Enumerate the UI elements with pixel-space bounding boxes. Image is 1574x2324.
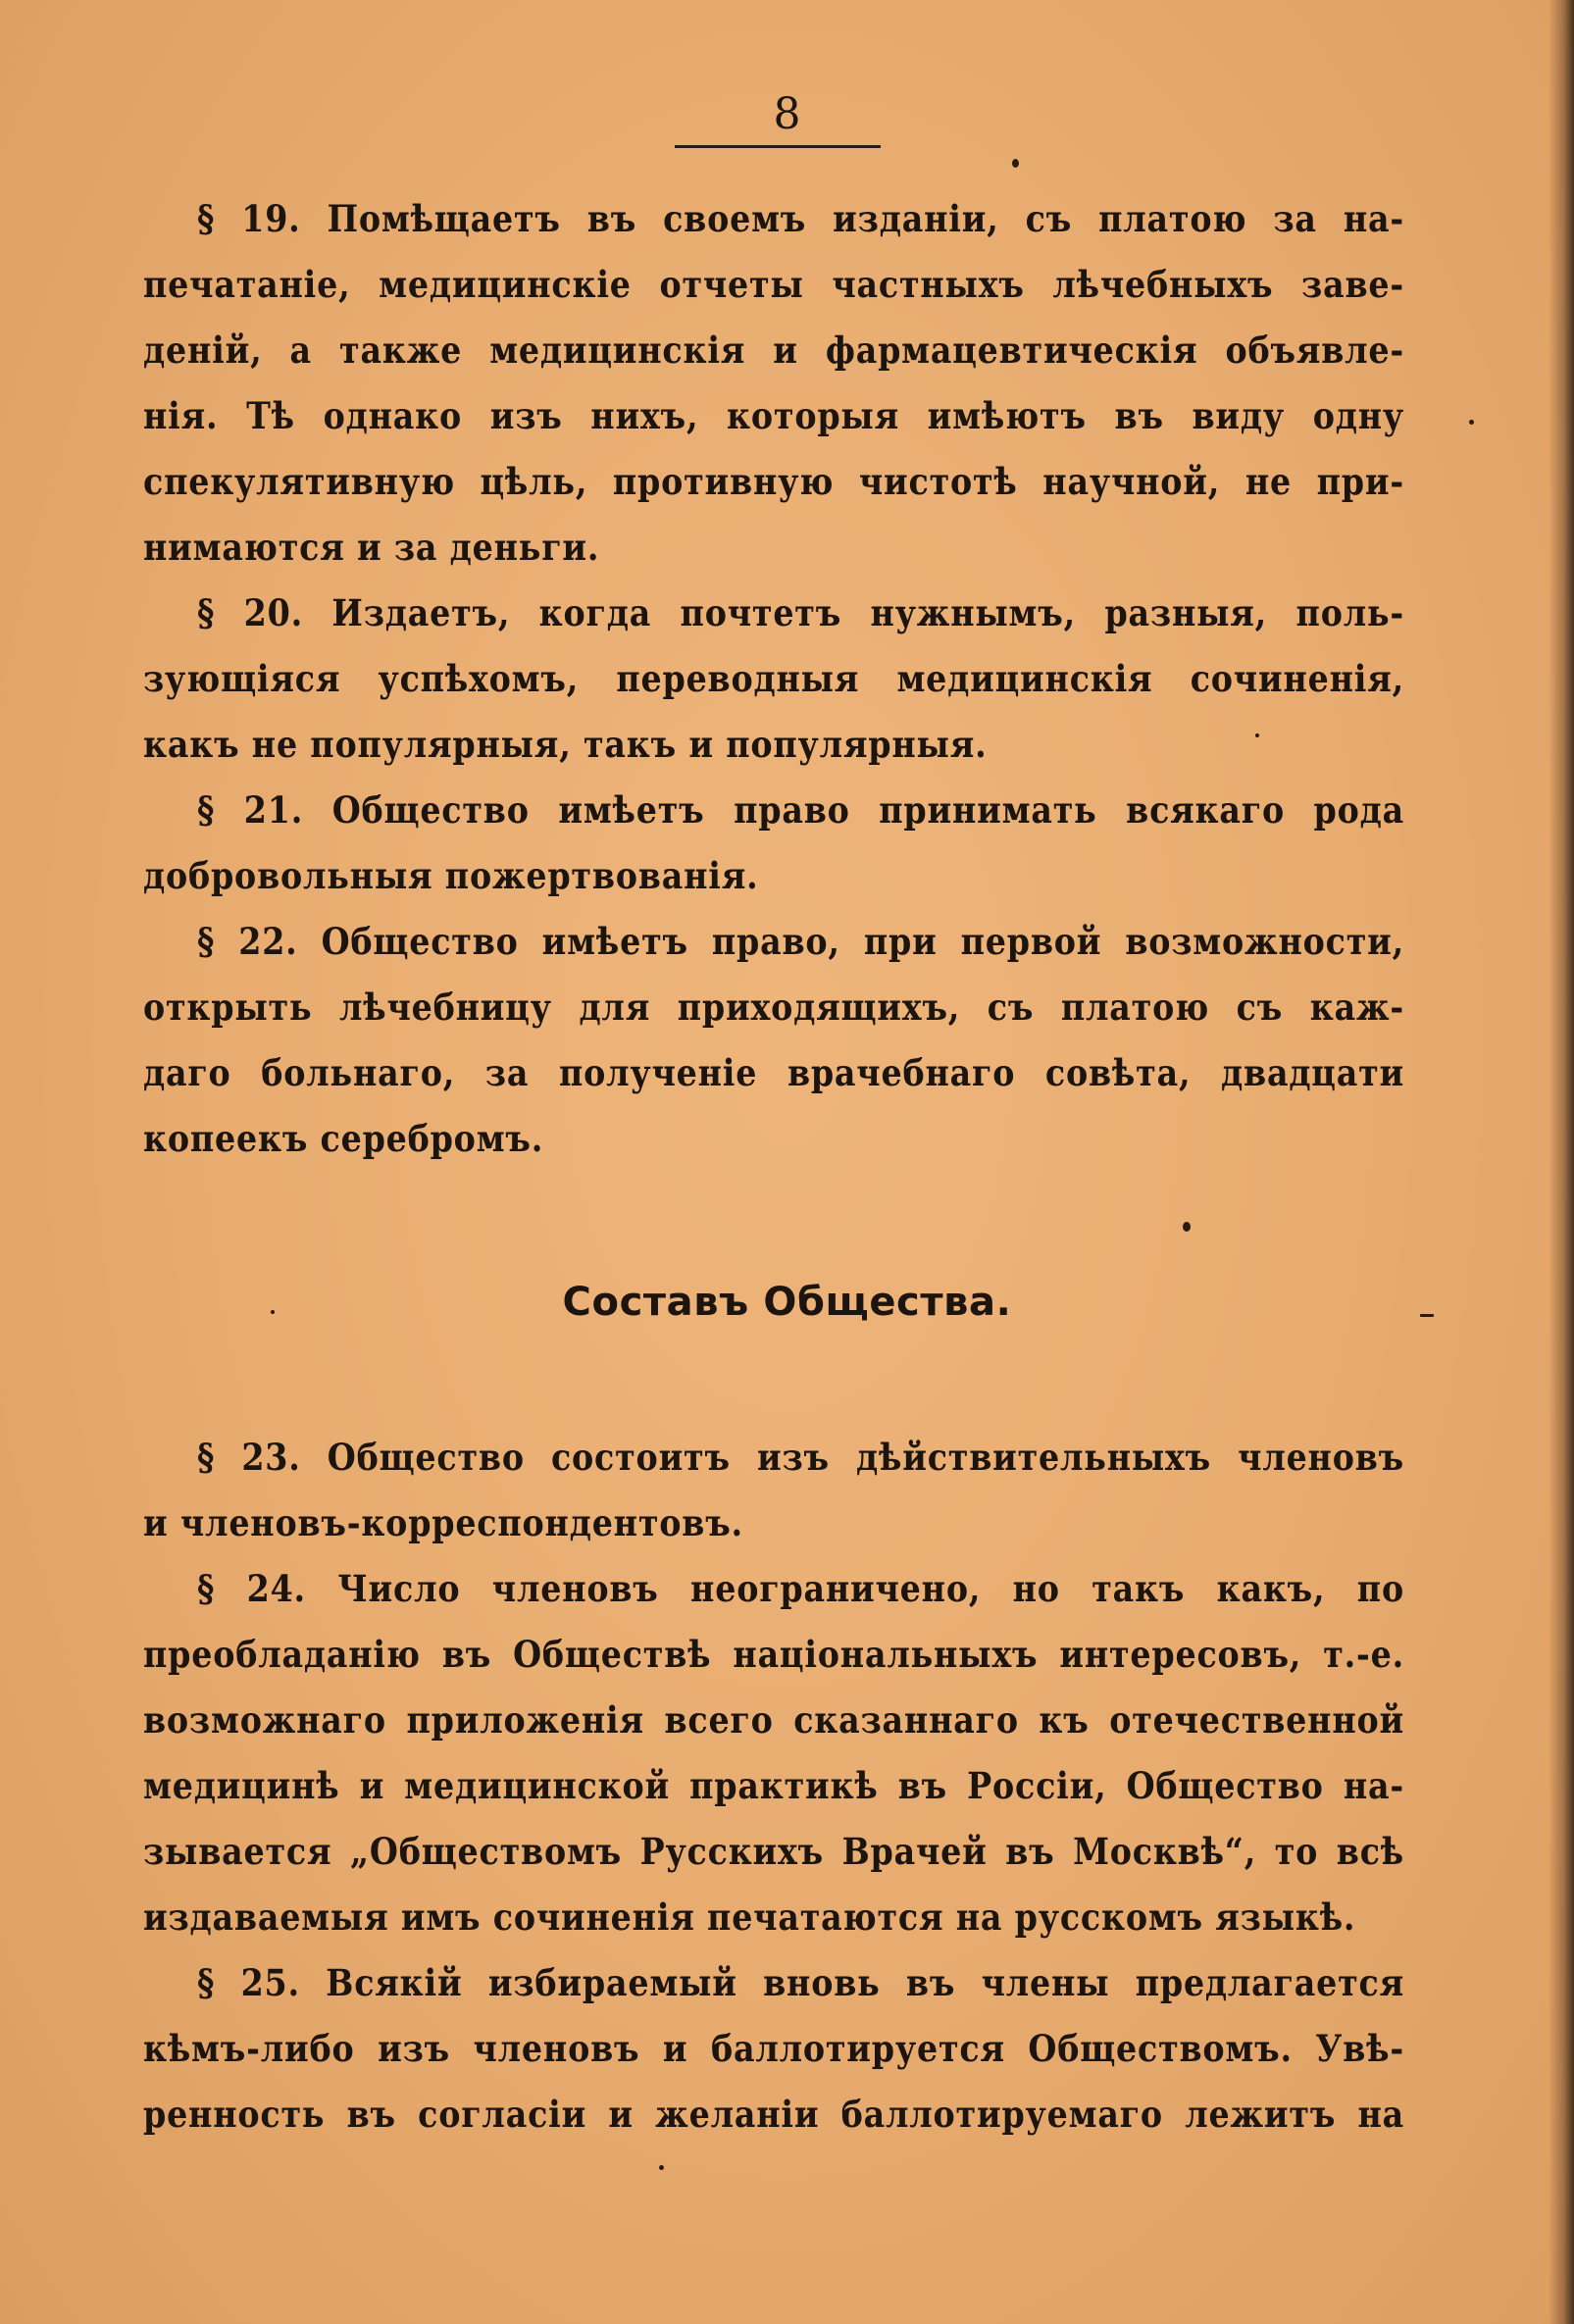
text-block-top <box>143 186 1404 1172</box>
ink-speck <box>1420 1314 1434 1317</box>
ink-speck <box>1255 733 1259 737</box>
text-line: кѣмъ-либо изъ членовъ и баллотируется Обществомъ. Увѣ- <box>143 2027 1404 2070</box>
paragraph-19 <box>143 186 1404 581</box>
ink-speck <box>271 1310 275 1314</box>
paragraph-25 <box>143 1950 1404 2147</box>
text-line: зующіяся успѣхомъ, переводныя медицинскія сочиненія, <box>143 657 1404 700</box>
text-line: § 20. Издаетъ, когда почтетъ нужнымъ, разныя, поль- <box>197 591 1404 634</box>
text-line: § 25. Всякій избираемый вновь въ члены предлагается <box>197 1961 1404 2004</box>
text-line: какъ не популярныя, такъ и популярныя. <box>143 723 988 766</box>
page-edge-shadow <box>1549 0 1574 2324</box>
text-line: добровольныя пожертвованія. <box>143 854 759 897</box>
text-line: нія. Тѣ однако изъ нихъ, которыя имѣютъ въ виду одну <box>143 394 1404 437</box>
page-header <box>0 90 1574 139</box>
text-line: спекулятивную цѣль, противную чистотѣ научной, не при- <box>143 460 1404 503</box>
text-line: печатаніе, медицинскіе отчеты частныхъ лѣчебныхъ заве- <box>143 263 1404 306</box>
header-rule <box>675 145 881 148</box>
text-block-bottom <box>143 1425 1404 2147</box>
text-line: § 19. Помѣщаетъ въ своемъ изданіи, съ платою за на- <box>197 197 1404 240</box>
text-line: открыть лѣчебницу для приходящихъ, съ платою съ каж- <box>143 985 1404 1029</box>
text-line: зывается „Обществомъ Русскихъ Врачей въ Москвѣ“, то всѣ <box>143 1830 1404 1873</box>
text-line: даго больнаго, за полученіе врачебнаго совѣта, двадцати <box>143 1051 1404 1094</box>
text-line: и членовъ-корреспондентовъ. <box>143 1501 743 1544</box>
text-line: деній, а также медицинскія и фармацевтическія объявле- <box>143 328 1404 372</box>
text-line: возможнаго приложенія всего сказаннаго къ отечественной <box>143 1698 1404 1742</box>
text-line: издаваемыя имъ сочиненія печатаются на русскомъ языкѣ. <box>143 1895 1356 1939</box>
text-line: преобладанію въ Обществѣ національныхъ интересовъ, т.-е. <box>143 1633 1404 1676</box>
paragraph-20 <box>143 581 1404 778</box>
section-heading: Составъ Общества. <box>562 1280 1012 1325</box>
text-line: нимаются и за деньги. <box>143 526 600 569</box>
ink-speck <box>1469 420 1474 425</box>
paragraph-21 <box>143 778 1404 909</box>
ink-speck <box>659 2165 664 2170</box>
paragraph-24 <box>143 1556 1404 1950</box>
text-line: медицинѣ и медицинской практикѣ въ Россіи, Общество на- <box>143 1764 1404 1807</box>
text-line: § 22. Общество имѣетъ право, при первой возможности, <box>197 920 1404 963</box>
paragraph-22 <box>143 909 1404 1172</box>
text-line: ренность въ согласіи и желаніи баллотируемаго лежитъ на <box>143 2093 1404 2136</box>
text-line: копеекъ серебромъ. <box>143 1117 544 1160</box>
text-line: § 24. Число членовъ неограничено, но такъ какъ, по <box>197 1567 1404 1610</box>
page-number: 8 <box>773 89 801 139</box>
ink-speck <box>1183 1222 1191 1232</box>
text-line: § 23. Общество состоитъ изъ дѣйствительныхъ членовъ <box>197 1436 1404 1479</box>
ink-speck <box>1012 159 1019 168</box>
paragraph-23 <box>143 1425 1404 1556</box>
text-line: § 21. Общество имѣетъ право принимать всякаго рода <box>197 788 1404 832</box>
